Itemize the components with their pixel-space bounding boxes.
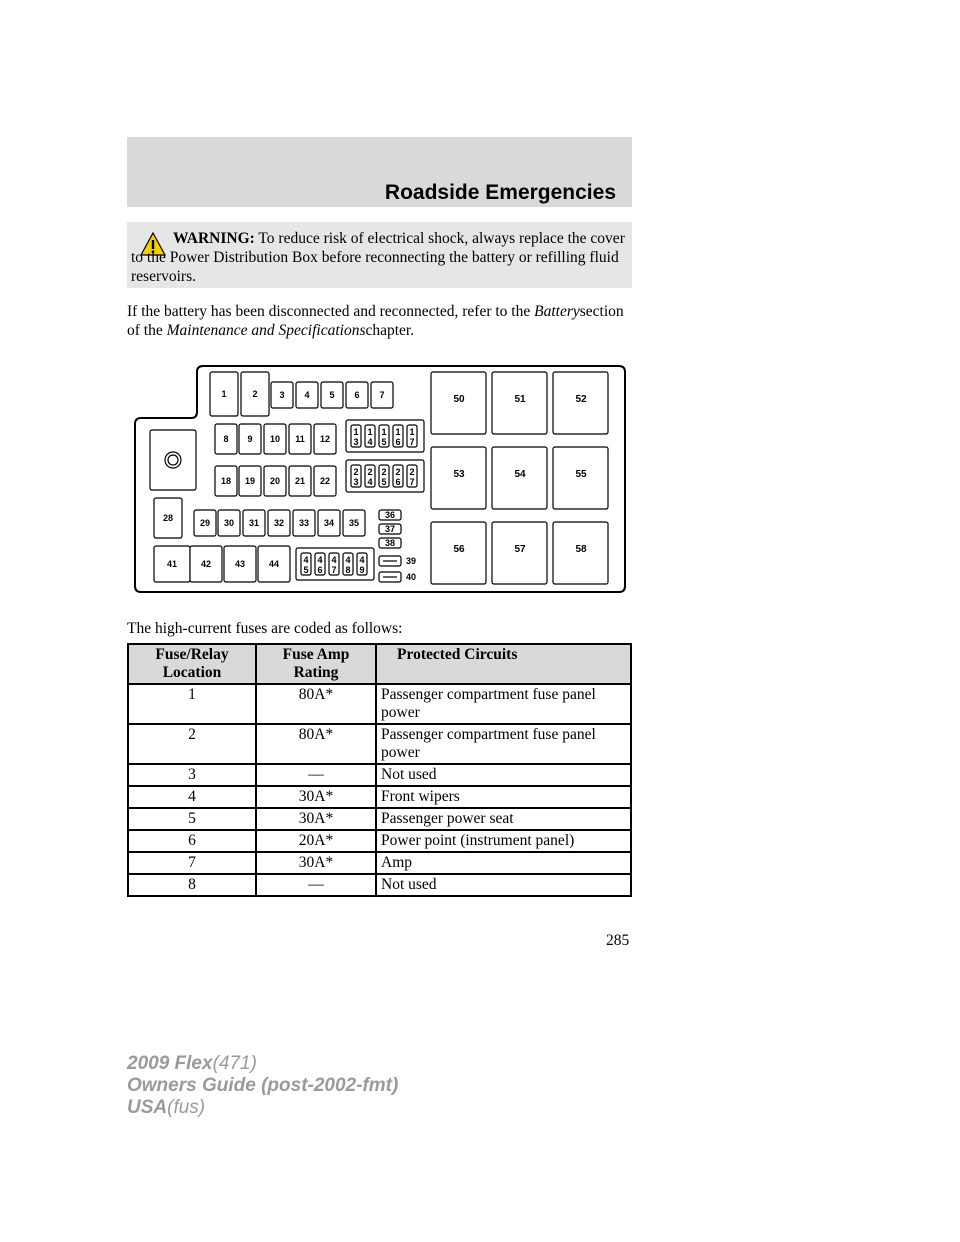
fuse-label: 3 [353,437,359,447]
fuse-label: 2 [395,467,401,477]
fuse-label: 4 [367,437,373,447]
header-band [127,137,632,207]
fuse-label: 4 [345,555,351,565]
fuse-label: 33 [298,518,310,528]
fuse-label: 4 [367,477,373,487]
fuse-label: 39 [405,556,417,566]
fuse-label: 6 [317,565,323,575]
fuse-label: 3 [279,390,285,400]
fuse-label: 20 [269,476,281,486]
table-cell: 20A* [256,830,376,852]
fuse-label: 43 [234,559,246,569]
fuse-label: 2 [409,467,415,477]
fuse-label: 1 [381,427,387,437]
fuse-label: 1 [409,427,415,437]
fuse-label: 5 [381,477,387,487]
battery-reference: Battery [534,303,580,320]
fuse-table [127,643,632,897]
table-cell: — [256,874,376,896]
table-cell: 30A* [256,852,376,874]
fuse-label: 9 [359,565,365,575]
footer-line: Owners Guide (post-2002-fmt) [127,1075,399,1096]
column-header: Protected Circuits [376,644,631,684]
table-header-row [128,644,631,684]
fuse-label: 36 [384,510,396,520]
fuse-label: 41 [166,559,178,569]
table-cell: 4 [128,786,256,808]
column-header: Fuse/Relay Location [128,644,256,684]
fuse-label: 7 [409,477,415,487]
fuse-label: 18 [220,476,232,486]
table-row [128,852,631,874]
fuse-label: 4 [303,555,309,565]
warning-box [127,222,632,288]
fuse-label: 4 [317,555,323,565]
table-cell: Passenger power seat [376,808,631,830]
table-caption: The high-current fuses are coded as follows: [127,620,403,637]
fuse-label: 7 [331,565,337,575]
fuse-label: 51 [514,394,526,405]
paragraph-text: section of the [127,303,624,339]
table-cell: — [256,764,376,786]
fuse-label: 4 [331,555,337,565]
fuse-label: 1 [353,427,359,437]
table-cell: 30A* [256,808,376,830]
fuse-label: 35 [348,518,360,528]
fuse-label: 55 [575,469,587,480]
fuse-label: 6 [395,477,401,487]
fuse-label: 5 [303,565,309,575]
fuse-label: 5 [381,437,387,447]
socket-center [168,455,178,465]
footer-line: 2009 Flex(471) [127,1053,257,1074]
fuse-label: 57 [514,544,526,555]
fuse-label: 2 [353,467,359,477]
table-cell: 2 [128,724,256,764]
table-cell: Not used [376,874,631,896]
fuse-label: 44 [268,559,280,569]
fuse-label: 1 [367,427,373,437]
fuse-label: 7 [379,390,385,400]
table-cell: Passenger compartment fuse panel power [376,684,631,724]
table-cell: 1 [128,684,256,724]
fuse-label: 2 [381,467,387,477]
warning-text [131,229,626,286]
fuse-label: 4 [304,390,310,400]
footer [127,1053,398,1119]
table-row [128,724,631,764]
fuse-label: 7 [409,437,415,447]
fuse-label: 5 [329,390,335,400]
table-cell: 6 [128,830,256,852]
paragraph-text: chapter. [365,322,415,339]
fuse-label: 38 [384,538,396,548]
fuse-label: 42 [200,559,212,569]
fuse-label: 32 [273,518,285,528]
fuse-label: 19 [244,476,256,486]
fuse-label: 34 [323,518,335,528]
warning-label: WARNING: [173,230,255,247]
table-cell: Front wipers [376,786,631,808]
fuse-label: 6 [354,390,360,400]
fuse-label: 58 [575,544,587,555]
fuse-label: 28 [162,513,174,523]
fuse-label: 31 [248,518,260,528]
fuse-label: 21 [294,476,306,486]
fuse-label: 1 [395,427,401,437]
table-row [128,764,631,786]
column-header: Fuse Amp Rating [256,644,376,684]
table-cell: 30A* [256,786,376,808]
section-title: Roadside Emergencies [384,181,616,204]
fuse-label: 50 [453,394,465,405]
fuse-label: 30 [223,518,235,528]
fuse-label: 29 [199,518,211,528]
page-number: 285 [606,932,630,949]
fuse-label: 54 [514,469,526,480]
paragraph-text: If the battery has been disconnected and reconnected, refer to the [127,303,531,320]
fuse-label: 3 [353,477,359,487]
fuse-label: 11 [295,434,305,444]
fuse-label: 6 [395,437,401,447]
table-cell: Passenger compartment fuse panel power [376,724,631,764]
fuse-label: 8 [345,565,351,575]
table-cell: 3 [128,764,256,786]
fuse-label: 2 [252,389,258,399]
fuse-label: 37 [384,524,396,534]
table-cell: Amp [376,852,631,874]
table-row [128,808,631,830]
table-row [128,874,631,896]
table-cell: Not used [376,764,631,786]
fuse-label: 2 [367,467,373,477]
fuse-label: 52 [575,394,587,405]
chapter-reference: Maintenance and Specifications [166,322,366,339]
table-cell: 80A* [256,684,376,724]
warning-body: To reduce risk of electrical shock, always replace the cover to the Power Distribution Box before reconnecting the battery or refilling fluid reservoirs. [131,230,625,285]
fuse-label: 53 [453,469,465,480]
battery-paragraph [127,302,632,340]
table-row [128,786,631,808]
table-cell: Power point (instrument panel) [376,830,631,852]
footer-line: USA(fus) [127,1097,206,1118]
table-row [128,684,631,724]
fuse-label: 1 [221,389,227,399]
table-cell: 80A* [256,724,376,764]
fuse-label: 12 [319,434,331,444]
fuse-label: 8 [223,434,229,444]
fuse-label: 22 [319,476,331,486]
table-row [128,830,631,852]
table-cell: 5 [128,808,256,830]
fuse-label: 56 [453,544,465,555]
fuse-label: 40 [405,572,417,582]
table-cell: 8 [128,874,256,896]
fuse-label: 9 [247,434,253,444]
table-cell: 7 [128,852,256,874]
fuse-label: 10 [269,434,281,444]
fuse-label: 4 [359,555,365,565]
fuse-box-diagram [131,362,629,596]
